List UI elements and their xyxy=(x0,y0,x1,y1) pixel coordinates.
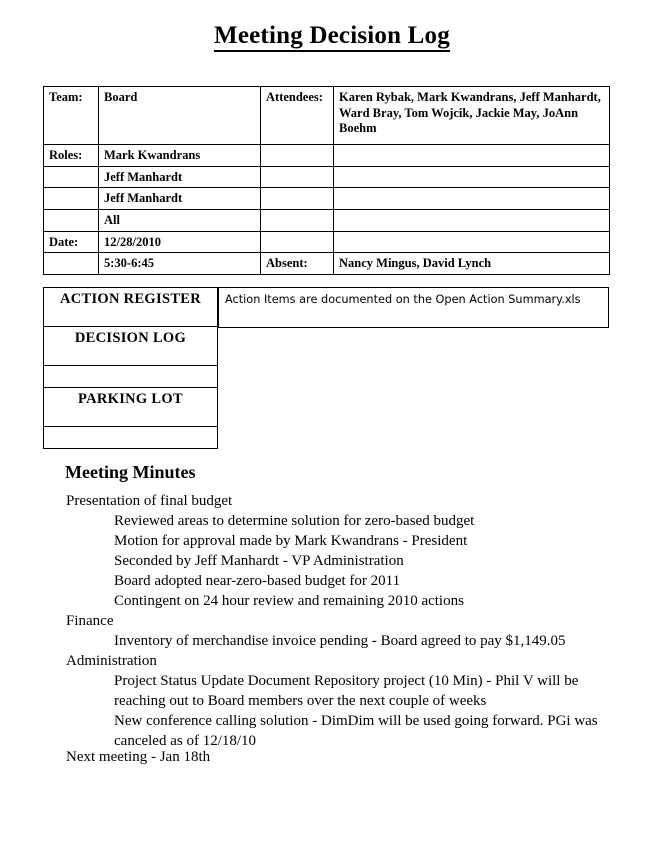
register-row-label xyxy=(44,427,218,449)
info-row-secondary-value xyxy=(334,188,610,210)
minutes-detail: Board adopted near-zero-based budget for 2011 xyxy=(114,573,401,590)
info-row-secondary-label xyxy=(261,231,334,253)
info-row-value: Mark Kwandrans xyxy=(99,145,261,167)
minutes-topic: Finance xyxy=(66,613,114,630)
meeting-minutes-heading: Meeting Minutes xyxy=(65,462,196,482)
info-row-secondary-value xyxy=(334,145,610,167)
page-title-text: Meeting Decision Log xyxy=(214,22,450,52)
table-row xyxy=(44,253,610,275)
info-row-value: Board xyxy=(99,87,261,145)
meeting-info-table xyxy=(43,86,610,275)
info-row-secondary-value xyxy=(334,231,610,253)
table-row xyxy=(44,231,610,253)
info-row-label xyxy=(44,188,99,210)
table-row xyxy=(44,288,218,327)
table-row xyxy=(44,145,610,167)
minutes-detail: Motion for approval made by Mark Kwandrans - President xyxy=(114,533,468,550)
minutes-detail: Project Status Update Document Repository project (10 Min) - Phil V will be reaching out to Board members over the next couple of weeks xyxy=(114,673,579,710)
register-row-label: DECISION LOG xyxy=(44,327,218,366)
info-row-secondary-label: Attendees: xyxy=(261,87,334,145)
table-row xyxy=(44,87,610,145)
info-row-label xyxy=(44,166,99,188)
info-row-secondary-label xyxy=(261,188,334,210)
table-row xyxy=(44,366,218,388)
info-row-label: Date: xyxy=(44,231,99,253)
register-label-table xyxy=(43,287,218,449)
minutes-detail: Contingent on 24 hour review and remaining 2010 actions xyxy=(114,593,464,610)
register-row-label: ACTION REGISTER xyxy=(44,288,218,327)
meeting-minutes-list xyxy=(66,491,626,751)
action-register-note: Action Items are documented on the Open Action Summary.xls xyxy=(218,287,609,328)
info-row-secondary-value: Karen Rybak, Mark Kwandrans, Jeff Manhardt, Ward Bray, Tom Wojcik, Jackie May, JoAnn Boehm xyxy=(334,87,610,145)
info-row-value: All xyxy=(99,209,261,231)
minutes-detail: Seconded by Jeff Manhardt - VP Administration xyxy=(114,553,404,570)
minutes-topic: Administration xyxy=(66,653,157,670)
info-row-secondary-label: Absent: xyxy=(261,253,334,275)
table-row xyxy=(44,166,610,188)
info-row-secondary-label xyxy=(261,209,334,231)
table-row xyxy=(44,188,610,210)
info-row-label xyxy=(44,209,99,231)
register-section xyxy=(43,287,610,449)
table-row xyxy=(44,209,610,231)
info-row-value: 5:30-6:45 xyxy=(99,253,261,275)
info-row-label: Roles: xyxy=(44,145,99,167)
minutes-detail: Reviewed areas to determine solution for zero-based budget xyxy=(114,513,475,530)
info-row-value: Jeff Manhardt xyxy=(99,166,261,188)
minutes-detail: New conference calling solution - DimDim will be used going forward. PGi was canceled as of 12/18/10 xyxy=(114,713,598,750)
register-row-label: PARKING LOT xyxy=(44,388,218,427)
register-label-table-body xyxy=(44,288,218,449)
next-meeting-line: Next meeting - Jan 18th xyxy=(66,749,211,765)
minutes-topic: Presentation of final budget xyxy=(66,493,233,509)
minutes-detail: Inventory of merchandise invoice pending - Board agreed to pay $1,149.05 xyxy=(114,633,566,650)
info-row-label: Team: xyxy=(44,87,99,145)
page-title xyxy=(0,22,664,50)
info-row-secondary-value xyxy=(334,209,610,231)
info-row-value: Jeff Manhardt xyxy=(99,188,261,210)
info-row-label xyxy=(44,253,99,275)
info-row-value: 12/28/2010 xyxy=(99,231,261,253)
info-row-secondary-value: Nancy Mingus, David Lynch xyxy=(334,253,610,275)
register-row-label xyxy=(44,366,218,388)
info-row-secondary-label xyxy=(261,166,334,188)
info-row-secondary-label xyxy=(261,145,334,167)
table-row xyxy=(44,388,218,427)
table-row xyxy=(44,327,218,366)
info-row-secondary-value xyxy=(334,166,610,188)
meeting-info-table-body xyxy=(44,87,610,275)
table-row xyxy=(44,427,218,449)
